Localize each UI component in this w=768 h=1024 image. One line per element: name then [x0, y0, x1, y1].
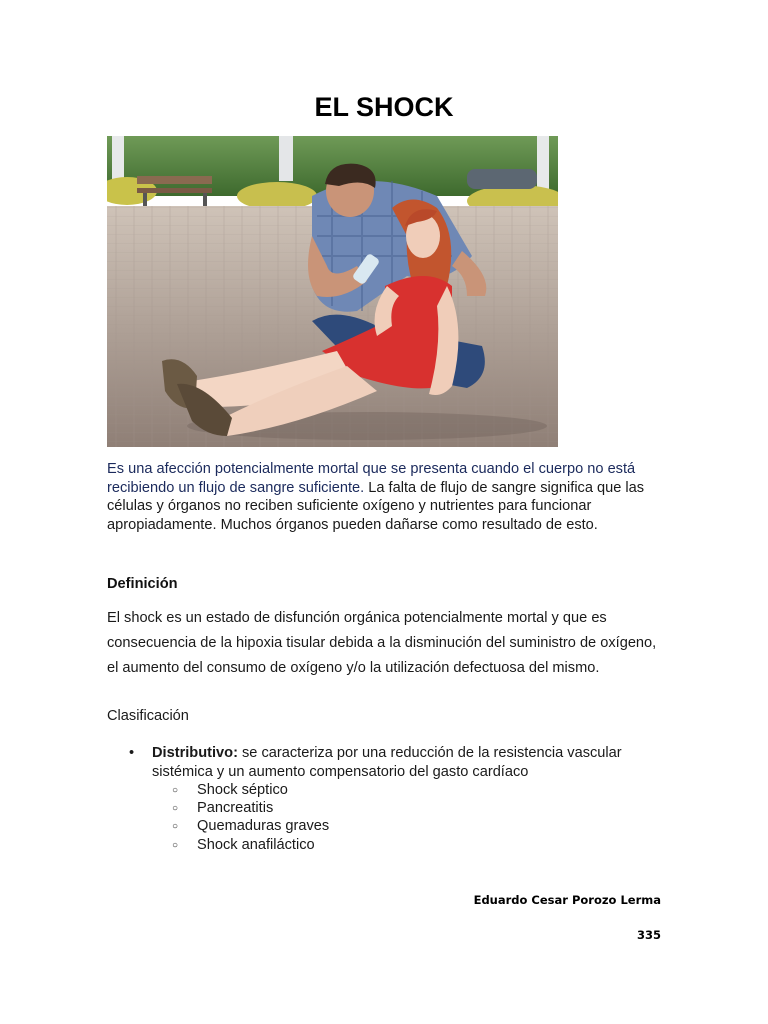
photo-first-aid: [107, 136, 558, 447]
intro-paragraph: [107, 460, 677, 534]
list-item: ○ Quemaduras graves: [172, 817, 329, 835]
circle-bullet-icon: ○: [172, 821, 179, 833]
circle-bullet-icon: ○: [172, 839, 179, 851]
circle-bullet-icon: ○: [172, 785, 179, 796]
bullet-icon: •: [129, 745, 135, 761]
classification-description: se caracteriza por una reducción de la resistencia vascular sistémica y un aumento compensatorio del gasto cardíaco: [152, 745, 622, 780]
footer-author: Eduardo Cesar Porozo Lerma: [473, 893, 661, 907]
list-item: ○ Shock séptico: [172, 781, 329, 799]
definition-text: El shock es un estado de disfunción orgánica potencialmente mortal y que es consecuencia de la hipoxia tisular debida a la disminución del suministro de oxígeno, el aumento del consumo de oxígeno y/o la utilización defectuosa del mismo.: [107, 610, 657, 676]
list-item: ○ Pancreatitis: [172, 799, 329, 817]
intro-highlight: Es una afección potencialmente mortal que se presenta cuando el cuerpo no está recibiendo un flujo de sangre suficiente.: [107, 461, 636, 496]
page-number: 335: [636, 928, 661, 942]
circle-bullet-icon: ○: [172, 803, 179, 815]
classification-term: Distributivo:: [152, 745, 238, 761]
definition-heading: Definición: [107, 576, 178, 592]
classification-label: Clasificación: [107, 708, 189, 724]
intro-rest: La falta de flujo de sangre significa que las células y órganos no reciben suficiente oxígeno y nutrientes para funcionar apropiadamente. Muchos órganos pueden dañarse como resultado de esto.: [107, 479, 645, 533]
page-title: EL SHOCK: [314, 92, 454, 122]
classification-item-distributivo: [152, 744, 672, 781]
distributivo-sublist: [172, 781, 329, 854]
list-item: ○ Shock anafiláctico: [172, 836, 329, 854]
